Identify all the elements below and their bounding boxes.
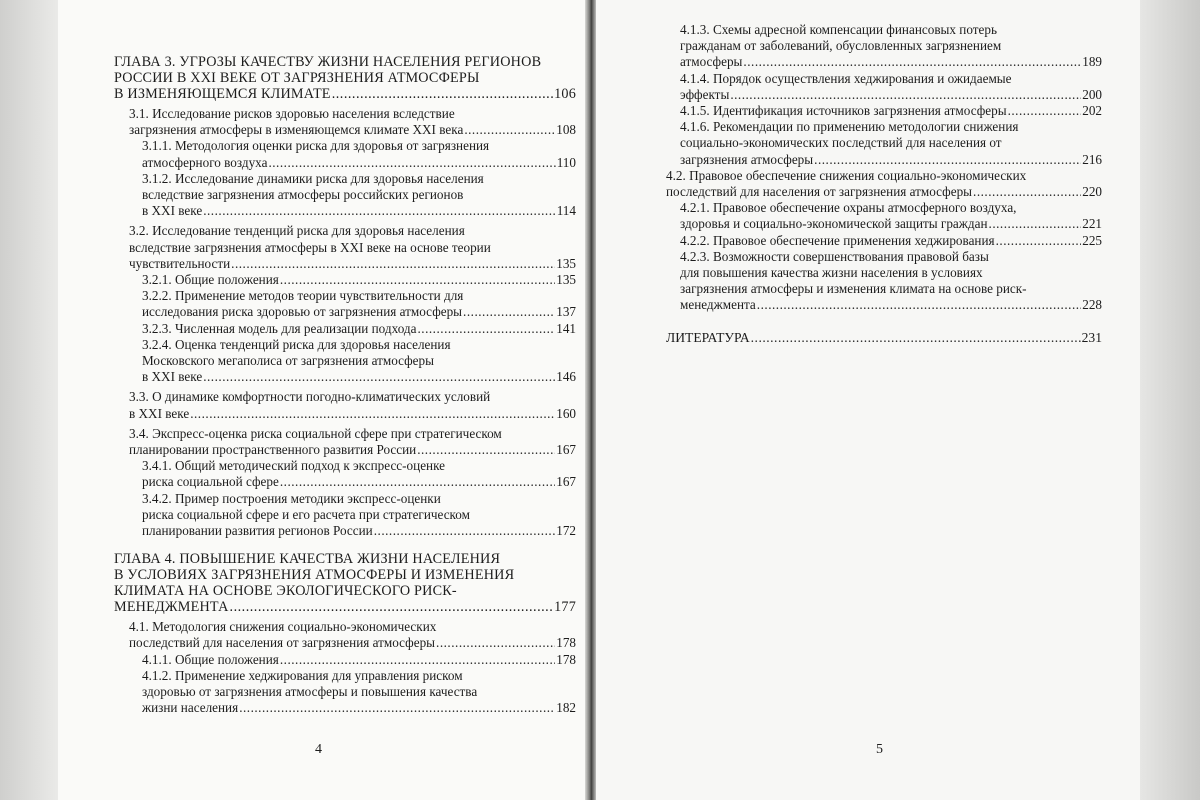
toc-entry-line: менеджмента (680, 297, 756, 313)
toc-entry-line: 4.2.3. Возможности совершенствования правовой базы (680, 248, 989, 264)
toc-entry-last-line (680, 54, 1102, 70)
dot-leader (231, 256, 555, 272)
toc-page-number: 231 (1081, 329, 1102, 345)
dot-leader (757, 297, 1081, 313)
toc-chapter-entry[interactable] (114, 551, 576, 615)
toc-entry-last-line (680, 216, 1102, 232)
toc-entry-line: 4.1.5. Идентификация источников загрязнения атмосферы (680, 103, 1007, 119)
toc-entry-line: жизни населения (142, 700, 239, 716)
toc-entry-line: исследования риска здоровью от загрязнения атмосферы (142, 304, 463, 320)
toc-entry-last-line (129, 635, 576, 651)
dot-leader (751, 330, 1081, 346)
toc-entry[interactable] (666, 233, 1102, 249)
dot-leader (268, 155, 555, 171)
toc-entry-line: социально-экономических последствий для населения от (680, 135, 1002, 151)
right-page (596, 0, 1140, 800)
left-page-number: 4 (315, 742, 322, 757)
toc-entry-last-line (142, 272, 576, 288)
right-book-edge (1140, 0, 1200, 800)
dot-leader (374, 523, 555, 539)
toc-page-number: 135 (556, 272, 576, 288)
toc-page-number: 228 (1082, 297, 1102, 313)
toc-entry-line: риска социальной сфере и его расчета при стратегическом (142, 506, 470, 522)
toc-entry-line: 4.1.1. Общие положения (142, 651, 279, 667)
toc-page-number: 221 (1082, 216, 1102, 232)
dot-leader (989, 216, 1082, 232)
toc-entry[interactable] (114, 288, 576, 320)
chapter-spacer (114, 539, 576, 551)
toc-entry-last-line (142, 155, 576, 171)
toc-entry-last-line (680, 297, 1102, 313)
toc-entry-line: атмосферного воздуха (142, 154, 268, 170)
toc-entry-line: загрязнения атмосферы и изменения климата на основе риск- (680, 281, 1027, 297)
toc-entry-line: последствий для населения от загрязнения атмосферы (129, 635, 436, 651)
toc-entry[interactable] (114, 106, 576, 138)
toc-page-number: 167 (556, 474, 576, 490)
toc-entry-line: 3.4. Экспресс-оценка риска социальной сфере при стратегическом (129, 425, 502, 441)
toc-entry-last-line (142, 652, 576, 668)
toc-page-number: 172 (556, 523, 576, 539)
toc-entry[interactable] (666, 71, 1102, 103)
toc-entry-line: планировании развития регионов России (142, 523, 373, 539)
toc-entry[interactable] (114, 426, 576, 458)
left-page (58, 0, 585, 800)
toc-entry-last-line (114, 86, 576, 102)
dot-leader (280, 272, 555, 288)
toc-entry-line: 4.2.2. Правовое обеспечение применения хеджирования (680, 232, 995, 248)
toc-entry-last-line (666, 330, 1102, 346)
toc-entry[interactable] (114, 138, 576, 170)
dot-leader (996, 233, 1082, 249)
toc-page-number: 200 (1082, 86, 1102, 102)
dot-leader (203, 369, 555, 385)
toc-page-number: 141 (556, 320, 576, 336)
toc-entry-line: последствий для населения от загрязнения атмосферы (666, 184, 973, 200)
toc-entry[interactable] (114, 491, 576, 540)
toc-entry-line: 3.1. Исследование рисков здоровью населения вследствие (129, 106, 455, 121)
toc-entry-line: Московского мегаполиса от загрязнения атмосферы (142, 353, 434, 369)
toc-entry-line: загрязнения атмосферы в изменяющемся климате XXI века (129, 122, 464, 138)
toc-entry-line: РОССИИ В XXI ВЕКЕ ОТ ЗАГРЯЗНЕНИЯ АТМОСФЕРЫ (114, 70, 480, 86)
toc-entry-line: 4.1.6. Рекомендации по применению методологии снижения (680, 119, 1019, 135)
dot-leader (280, 652, 555, 668)
toc-entry-last-line (142, 203, 576, 219)
toc-entry-line: 3.2.3. Численная модель для реализации подхода (142, 320, 417, 336)
toc-entry-line: гражданам от заболеваний, обусловленных загрязнением (680, 38, 1002, 54)
toc-entry[interactable] (114, 619, 576, 651)
toc-entry-last-line (142, 523, 576, 539)
toc-entry[interactable] (114, 458, 576, 490)
toc-page-number: 178 (556, 651, 576, 667)
toc-entry-line: 3.4.2. Пример построения методики экспресс-оценки (142, 490, 441, 506)
toc-entry-line: риска социальной сфере (142, 474, 279, 490)
toc-page-number: 135 (556, 255, 576, 271)
dot-leader (417, 321, 555, 337)
toc-entry-line: вследствие загрязнения атмосферы российских регионов (142, 187, 464, 203)
toc-entry-line: 3.2. Исследование тенденций риска для здоровья населения (129, 223, 465, 239)
toc-entry-line: В ИЗМЕНЯЮЩЕМСЯ КЛИМАТЕ (114, 86, 331, 102)
toc-entry[interactable] (666, 168, 1102, 200)
toc-entry-line: планировании пространственного развития России (129, 442, 417, 458)
toc-entry-last-line (129, 406, 576, 422)
toc-entry-line: 4.1. Методология снижения социально-экономических (129, 619, 437, 635)
toc-entry-line: 3.1.1. Методология оценки риска для здоровья от загрязнения (142, 138, 490, 154)
toc-entry-line: в XXI веке (142, 369, 203, 385)
toc-entry[interactable] (114, 223, 576, 272)
toc-entry-line: КЛИМАТА НА ОСНОВЕ ЭКОЛОГИЧЕСКОГО РИСК- (114, 583, 457, 600)
toc-entry-line: здоровью от загрязнения атмосферы и повышения качества (142, 684, 478, 700)
toc-entry-last-line (142, 474, 576, 490)
toc-entry-line: 3.4.1. Общий методический подход к экспресс-оценке (142, 458, 446, 474)
toc-entry-line: для повышения качества жизни населения в условиях (680, 265, 983, 281)
toc-page-number: 225 (1082, 232, 1102, 248)
toc-entry-line: эффекты (680, 86, 730, 102)
toc-page-number: 189 (1082, 54, 1102, 70)
toc-page-number: 160 (556, 405, 576, 421)
toc-page-number: 202 (1082, 103, 1102, 119)
dot-leader (436, 635, 555, 651)
toc-entry[interactable] (666, 103, 1102, 119)
toc-entry[interactable] (666, 200, 1102, 232)
toc-entry-line: 4.2.1. Правовое обеспечение охраны атмосферного воздуха, (680, 200, 1017, 216)
toc-entry-last-line (142, 700, 576, 716)
toc-entry-last-line (680, 103, 1102, 119)
toc-left (114, 54, 576, 717)
toc-entry-last-line (129, 122, 576, 138)
toc-entry-line: чувствительности (129, 255, 231, 271)
toc-entry-line: 4.1.4. Порядок осуществления хеджирования и ожидаемые (680, 70, 1012, 86)
dot-leader (464, 122, 555, 138)
toc-page-number: 182 (556, 700, 576, 716)
toc-entry-line: 4.2. Правовое обеспечение снижения социально-экономических (666, 167, 1027, 183)
dot-leader (239, 700, 555, 716)
toc-page-number: 177 (554, 599, 576, 616)
toc-entry-line: 4.1.3. Схемы адресной компенсации финансовых потерь (680, 22, 998, 37)
toc-entry-line: 3.1.2. Исследование динамики риска для здоровья населения (142, 170, 484, 186)
dot-leader (743, 54, 1081, 70)
toc-entry-last-line (142, 304, 576, 320)
toc-entry[interactable] (114, 321, 576, 337)
dot-leader (190, 406, 555, 422)
dot-leader (463, 304, 555, 320)
toc-page-number: 137 (556, 304, 576, 320)
toc-entry-line: 3.2.2. Применение методов теории чувствительности для (142, 288, 464, 304)
toc-entry-line: 4.1.2. Применение хеджирования для управления риском (142, 667, 463, 683)
toc-entry-line: В УСЛОВИЯХ ЗАГРЯЗНЕНИЯ АТМОСФЕРЫ И ИЗМЕНЕНИЯ (114, 567, 515, 584)
toc-entry-last-line (129, 442, 576, 458)
toc-entry[interactable] (114, 652, 576, 668)
toc-entry-line: 3.3. О динамике комфортности погодно-климатических условий (129, 389, 491, 405)
toc-entry[interactable] (666, 119, 1102, 168)
toc-page-number: 114 (556, 203, 576, 219)
toc-entry-line: ГЛАВА 4. ПОВЫШЕНИЕ КАЧЕСТВА ЖИЗНИ НАСЕЛЕНИЯ (114, 551, 501, 568)
toc-page-number: 220 (1082, 184, 1102, 200)
toc-entry-last-line (680, 233, 1102, 249)
right-page-number: 5 (876, 742, 883, 757)
toc-page-number: 110 (556, 154, 576, 170)
dot-leader (814, 152, 1081, 168)
toc-page-number: 216 (1082, 151, 1102, 167)
toc-entry-line: МЕНЕДЖМЕНТА (114, 599, 229, 616)
toc-entry-last-line (142, 321, 576, 337)
toc-entry-line: ЛИТЕРАТУРА (666, 329, 750, 345)
toc-entry-line: в XXI веке (142, 203, 203, 219)
toc-entry-line: 3.2.4. Оценка тенденций риска для здоровья населения (142, 336, 451, 352)
toc-entry-line: ГЛАВА 3. УГРОЗЫ КАЧЕСТВУ ЖИЗНИ НАСЕЛЕНИЯ РЕГИОНОВ (114, 54, 542, 70)
toc-entry-last-line (680, 152, 1102, 168)
toc-page-number: 106 (554, 86, 576, 102)
dot-leader (332, 86, 553, 102)
toc-entry-line: вследствие загрязнения атмосферы в XXI веке на основе теории (129, 239, 491, 255)
dot-leader (1008, 103, 1082, 119)
dot-leader (230, 599, 554, 615)
toc-entry[interactable] (114, 171, 576, 220)
toc-entry[interactable] (114, 668, 576, 717)
toc-entry[interactable] (114, 272, 576, 288)
dot-leader (417, 442, 555, 458)
toc-entry-line: в XXI веке (129, 405, 190, 421)
toc-entry-last-line (142, 369, 576, 385)
dot-leader (730, 87, 1081, 103)
toc-chapter-entry[interactable] (114, 54, 576, 102)
left-book-edge (0, 0, 58, 800)
toc-right (666, 22, 1102, 346)
toc-entry[interactable] (114, 389, 576, 421)
toc-entry-line: здоровья и социально-экономической защиты граждан (680, 216, 988, 232)
toc-entry[interactable] (666, 249, 1102, 314)
toc-page-number: 146 (556, 369, 576, 385)
dot-leader (280, 474, 555, 490)
toc-page-number: 108 (556, 122, 576, 138)
toc-entry-last-line (680, 87, 1102, 103)
toc-page-number: 178 (556, 635, 576, 651)
toc-entry-line: загрязнения атмосферы (680, 151, 814, 167)
toc-entry-last-line (114, 599, 576, 615)
toc-entry-line: 3.2.1. Общие положения (142, 272, 279, 288)
toc-entry[interactable] (666, 330, 1102, 346)
toc-entry-last-line (666, 184, 1102, 200)
toc-entry[interactable] (666, 22, 1102, 71)
book-gutter (585, 0, 596, 800)
toc-entry-line: атмосферы (680, 54, 743, 70)
toc-page-number: 167 (556, 442, 576, 458)
toc-entry[interactable] (114, 337, 576, 386)
dot-leader (203, 203, 556, 219)
dot-leader (973, 184, 1081, 200)
toc-entry-last-line (129, 256, 576, 272)
